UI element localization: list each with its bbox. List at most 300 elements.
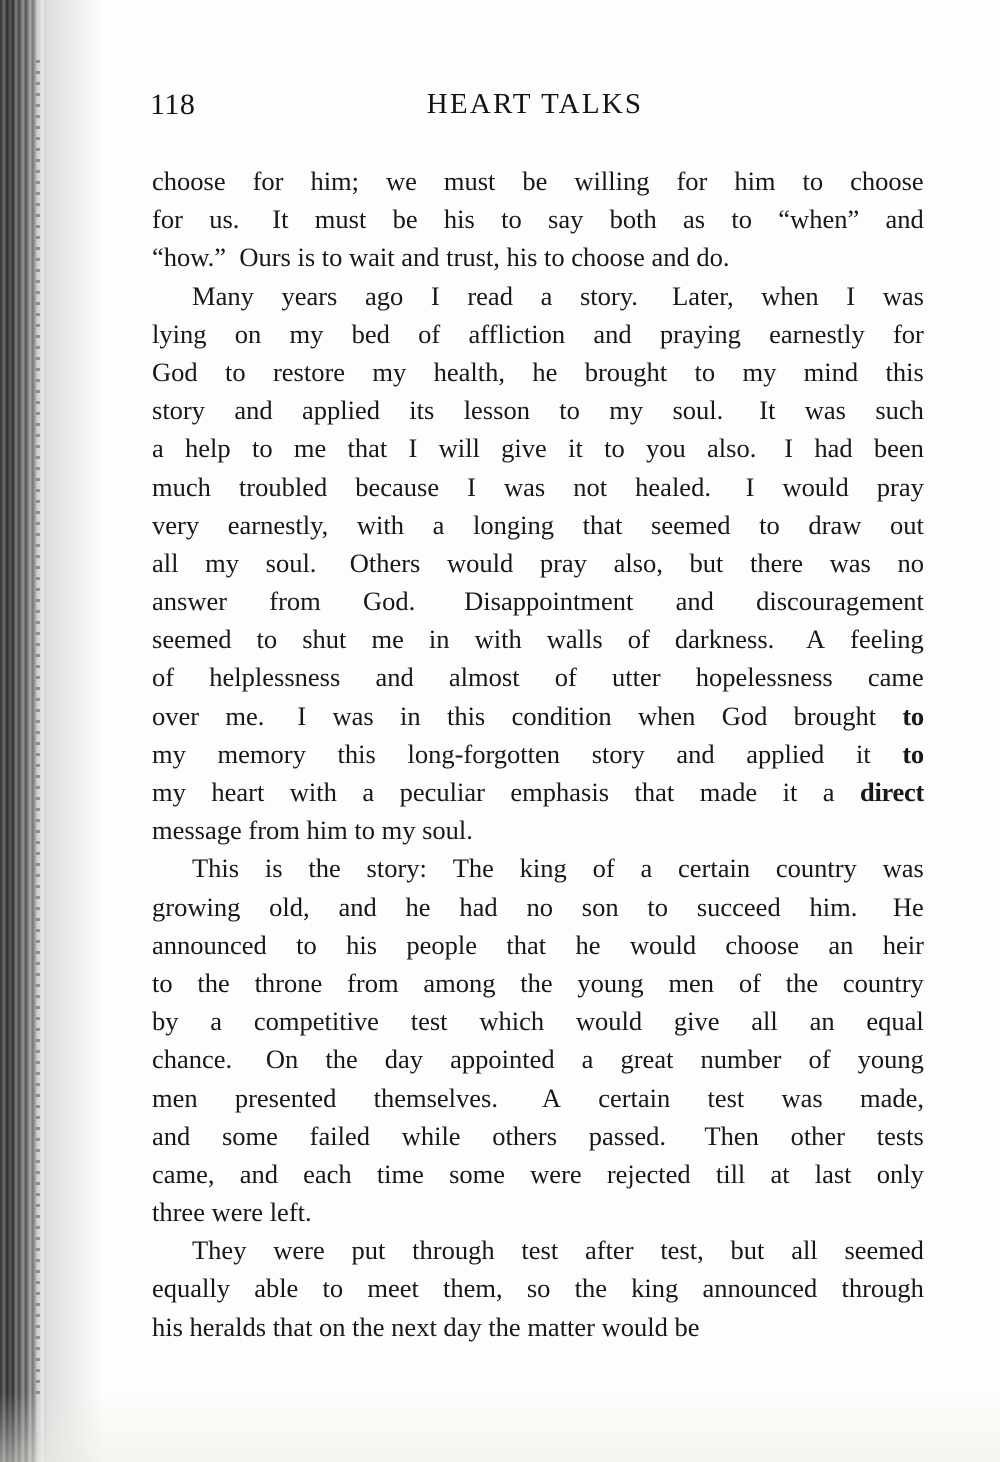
word-gap [280, 429, 287, 467]
word-gap [523, 277, 530, 315]
word-gap [392, 1002, 399, 1040]
word: brought [793, 700, 877, 731]
word: announced [702, 1273, 818, 1304]
text-line [152, 888, 924, 926]
word-gap [597, 544, 604, 582]
word: test [707, 1082, 745, 1113]
word-gap [590, 429, 597, 467]
word: for [676, 166, 708, 196]
word: story: [366, 853, 427, 884]
word: rejected [606, 1158, 691, 1189]
word: to [647, 891, 669, 922]
word-gap [742, 506, 749, 544]
word-gap [352, 1269, 359, 1307]
word: but [730, 1235, 765, 1266]
word: He [892, 891, 924, 922]
word-gap [591, 658, 598, 696]
text-line [152, 1040, 924, 1078]
word-gap [307, 1269, 314, 1307]
paragraph [152, 277, 924, 850]
word-gap [356, 620, 363, 658]
word: when [761, 280, 819, 311]
word: be [392, 204, 418, 235]
word-gap [655, 1002, 662, 1040]
word-gap [828, 1231, 835, 1269]
word-gap [430, 544, 437, 582]
word: very [152, 509, 200, 540]
word-gap [618, 773, 625, 811]
word: choose [725, 929, 800, 960]
word-gap [425, 429, 432, 467]
word: answer [152, 586, 228, 617]
word: I [408, 433, 418, 464]
word: almost [448, 662, 520, 693]
word: condition [511, 700, 612, 731]
word-gap [284, 391, 291, 429]
word: would [446, 547, 514, 578]
text-line: “how.” Ours is to wait and trust, his to choose and do. [152, 242, 730, 273]
word-gap [573, 735, 580, 773]
word-gap [487, 468, 494, 506]
word: God. [363, 586, 416, 617]
word: of [418, 318, 441, 349]
text-line [192, 849, 924, 887]
word-gap [792, 888, 799, 926]
word: because [355, 471, 440, 502]
running-head-title: HEART TALKS [426, 88, 644, 120]
word: to [224, 356, 246, 387]
word: shut [302, 624, 347, 655]
word: of [627, 624, 650, 655]
word: direct [860, 777, 924, 807]
word-gap [473, 1117, 480, 1155]
word: to [902, 738, 924, 769]
word-gap [684, 1040, 691, 1078]
word: to [501, 204, 522, 235]
word: and [375, 662, 414, 693]
word-gap [633, 506, 640, 544]
word: day [384, 1044, 424, 1075]
text-line [152, 506, 924, 544]
word: my [372, 356, 407, 387]
word-gap [642, 315, 649, 353]
word: utter [612, 662, 661, 693]
word: country [842, 967, 924, 998]
word: brought [584, 356, 668, 387]
word: king [519, 853, 567, 884]
word-gap [203, 1117, 210, 1155]
word-gap [837, 735, 844, 773]
text-line [152, 1079, 924, 1117]
word: “when” [778, 204, 860, 235]
word: the [520, 967, 553, 998]
word: competitive [253, 1006, 379, 1037]
binding-gutter-shadow [0, 0, 48, 1462]
word-gap [630, 888, 637, 926]
body-text-block [152, 162, 924, 1346]
word-gap [810, 926, 817, 964]
word: On [265, 1044, 299, 1075]
word: came [867, 662, 924, 693]
word-gap [239, 1269, 246, 1307]
paragraph [152, 1231, 924, 1346]
word-gap [644, 1231, 651, 1269]
word: to [152, 967, 173, 998]
word: my [152, 777, 186, 807]
word: not [573, 471, 608, 502]
word: Others [349, 547, 421, 578]
word: I [745, 471, 755, 502]
text-line [152, 926, 924, 964]
word-gap [833, 162, 840, 200]
word-gap [554, 429, 561, 467]
word: of [592, 853, 615, 884]
word-gap [576, 315, 583, 353]
word: a [581, 1044, 594, 1075]
word-gap [576, 1079, 583, 1117]
word: seemed [844, 1235, 924, 1266]
word: give [673, 1006, 720, 1037]
word: and [885, 204, 924, 235]
word: I [297, 700, 307, 731]
word: and [338, 891, 377, 922]
word: him; [310, 166, 360, 196]
word: equal [866, 1006, 924, 1037]
word-gap [308, 1040, 315, 1078]
word-gap [714, 1231, 721, 1269]
word: through [841, 1273, 924, 1304]
word-gap [657, 735, 664, 773]
text-line: message from him to my soul. [152, 815, 473, 846]
word: son [581, 891, 619, 922]
word-gap [541, 391, 548, 429]
text-line [152, 200, 924, 238]
word: This [192, 853, 240, 884]
word-gap [395, 1231, 402, 1269]
word: and [152, 1120, 191, 1151]
word: that [634, 777, 675, 807]
word-gap [236, 162, 243, 200]
word: peculiar [399, 777, 485, 807]
word-gap [450, 277, 457, 315]
paragraph [152, 162, 924, 277]
word-gap [348, 277, 355, 315]
word-gap [829, 277, 836, 315]
word-gap [777, 697, 784, 735]
word: which [479, 1006, 545, 1037]
word-gap [860, 429, 867, 467]
word-gap [459, 620, 466, 658]
word: willing [574, 166, 650, 196]
word: an [809, 1006, 835, 1037]
word: had [814, 433, 853, 464]
text-line [152, 582, 924, 620]
word-gap [847, 658, 854, 696]
paragraph [152, 849, 924, 1231]
text-line [152, 658, 924, 696]
word-gap [334, 429, 341, 467]
word: were [273, 1235, 325, 1266]
word-gap [687, 1269, 694, 1307]
word: such [875, 395, 924, 426]
word-gap [869, 353, 876, 391]
word: Many [192, 280, 254, 311]
word: with [289, 777, 337, 807]
word: when [637, 700, 696, 731]
word: on [234, 318, 262, 349]
word-gap [715, 200, 722, 238]
word-gap [355, 658, 362, 696]
word-gap [331, 964, 338, 1002]
word-gap [171, 429, 178, 467]
word: lying [152, 318, 207, 349]
word: It [759, 395, 776, 426]
word: earnestly, [227, 509, 329, 540]
word: all [791, 1235, 818, 1266]
word: it [855, 738, 871, 769]
word: the [325, 1044, 358, 1075]
word-gap [838, 1079, 845, 1117]
word-gap [662, 849, 669, 887]
word: test, [660, 1235, 704, 1266]
text-line: his heralds that on the next day the matter would be [152, 1311, 700, 1342]
text-line [152, 697, 924, 735]
word-gap [675, 658, 682, 696]
word-gap [415, 506, 422, 544]
word: it [782, 777, 798, 807]
word-gap [427, 162, 434, 200]
word: healed. [635, 471, 711, 502]
word-gap [361, 1155, 368, 1193]
word-gap [217, 315, 224, 353]
word-gap [558, 162, 565, 200]
word-gap [450, 468, 457, 506]
word: chance. [152, 1044, 233, 1075]
word-gap [563, 277, 570, 315]
word-gap [591, 391, 598, 429]
word: men [668, 967, 715, 998]
word: seemed [651, 509, 731, 540]
word: story [152, 395, 205, 426]
word: would [782, 471, 849, 502]
word-gap [294, 162, 301, 200]
word: was [882, 853, 924, 884]
word: till [715, 1158, 746, 1189]
word: its [409, 395, 435, 426]
word-gap [388, 926, 395, 964]
word-gap [189, 544, 196, 582]
word: Later, [672, 280, 734, 311]
word-gap [886, 697, 893, 735]
word-gap [799, 1155, 806, 1193]
word-gap [272, 315, 279, 353]
word-gap [760, 849, 767, 887]
word-gap [245, 582, 252, 620]
text-line: three were left. [152, 1197, 312, 1228]
word: and [593, 318, 632, 349]
word: certain [598, 1082, 671, 1113]
word: restore [272, 356, 346, 387]
word: also. [707, 433, 757, 464]
word-gap [335, 1231, 342, 1269]
word: bed [351, 318, 390, 349]
word-gap [384, 773, 391, 811]
word: was [882, 280, 924, 311]
word: God [152, 356, 198, 387]
word: appointed [450, 1044, 555, 1075]
word: for [152, 204, 183, 235]
word: able [254, 1273, 299, 1304]
word: much [152, 471, 211, 502]
word-gap [503, 849, 510, 887]
text-line [152, 1155, 924, 1193]
word: troubled [238, 471, 328, 502]
word: They [192, 1235, 247, 1266]
word: as [683, 204, 706, 235]
word: put [351, 1235, 386, 1266]
word-gap [428, 1269, 435, 1307]
word-gap [591, 1155, 598, 1193]
word-gap [568, 1231, 575, 1269]
word-gap [556, 468, 563, 506]
word: each [303, 1158, 352, 1189]
word: me [371, 624, 404, 655]
word: It [272, 204, 289, 235]
word: certain [677, 853, 751, 884]
word: of [808, 1044, 831, 1075]
word: my [289, 318, 324, 349]
word: made [699, 777, 758, 807]
word-gap [791, 506, 798, 544]
word-gap [735, 391, 748, 429]
word-gap [869, 200, 876, 238]
word: men [152, 1082, 198, 1113]
word: over [152, 700, 200, 731]
text-line [152, 468, 924, 506]
word-gap [251, 888, 258, 926]
word: among [423, 967, 496, 998]
word: to [731, 204, 753, 235]
word-gap [433, 582, 446, 620]
word-gap [505, 1231, 512, 1269]
word-gap [257, 1231, 264, 1269]
word-gap [618, 468, 625, 506]
word-gap [346, 773, 353, 811]
word-gap [841, 1040, 848, 1078]
word: ago [365, 280, 404, 311]
word: heart [211, 777, 265, 807]
word: pray [876, 471, 924, 502]
word-gap [339, 582, 346, 620]
word-gap [511, 1269, 518, 1307]
text-line [152, 391, 924, 429]
word: applied [301, 395, 380, 426]
word-gap [651, 582, 658, 620]
word: in [428, 624, 450, 655]
word-gap [430, 697, 437, 735]
word-gap [318, 735, 325, 773]
word: for [252, 166, 284, 196]
word-gap [321, 888, 328, 926]
word: memory [217, 738, 306, 769]
word: draw [808, 509, 862, 540]
word: tests [876, 1120, 924, 1151]
word-gap [718, 162, 725, 200]
word: of [554, 662, 577, 693]
word-gap [274, 697, 287, 735]
word-gap [787, 353, 794, 391]
word: and [234, 395, 273, 426]
word: by [152, 1006, 179, 1037]
word-gap [565, 1040, 572, 1078]
word-gap [760, 1079, 767, 1117]
word-gap [523, 544, 530, 582]
word: my [205, 547, 239, 578]
word-gap [433, 1155, 440, 1193]
word-gap [786, 162, 793, 200]
word: made, [859, 1082, 924, 1113]
word: him [734, 166, 776, 196]
word: and [239, 1158, 278, 1189]
word-gap [667, 200, 674, 238]
page-bottom-shading [0, 1392, 1000, 1462]
word: was [781, 1082, 823, 1113]
word: say [548, 204, 584, 235]
word: others [492, 1120, 558, 1151]
text-line [152, 1269, 924, 1307]
word: seemed [152, 624, 232, 655]
word: at [770, 1158, 790, 1189]
word-gap [792, 1040, 799, 1078]
word: this [446, 700, 486, 731]
word-gap [388, 735, 395, 773]
word: story. [579, 280, 638, 311]
word-gap [442, 888, 449, 926]
page-number: 118 [150, 88, 196, 121]
word-gap [865, 926, 872, 964]
word-gap [369, 162, 376, 200]
word: all [751, 1006, 778, 1037]
word: other [790, 1120, 846, 1151]
word-gap [679, 888, 686, 926]
word-gap [752, 315, 759, 353]
word-gap [813, 544, 820, 582]
word: I [467, 471, 476, 502]
word-gap [278, 926, 285, 964]
word: both [609, 204, 657, 235]
word: from [269, 586, 321, 617]
word: his [346, 929, 378, 960]
word-gap [883, 735, 890, 773]
word-gap [195, 773, 202, 811]
word: to [802, 166, 824, 196]
word: God [721, 700, 768, 731]
word: discouragement [756, 586, 924, 617]
word: a [640, 853, 653, 884]
word-gap [693, 429, 700, 467]
word: while [401, 1120, 461, 1151]
word: only [876, 1158, 924, 1189]
word: mind [803, 356, 859, 387]
word: presented [234, 1082, 337, 1113]
word: be [522, 166, 548, 196]
word-gap [872, 506, 879, 544]
word-gap [286, 620, 293, 658]
word-gap [191, 1002, 198, 1040]
word-gap [784, 620, 797, 658]
word-gap [800, 429, 807, 467]
word: a [432, 509, 445, 540]
